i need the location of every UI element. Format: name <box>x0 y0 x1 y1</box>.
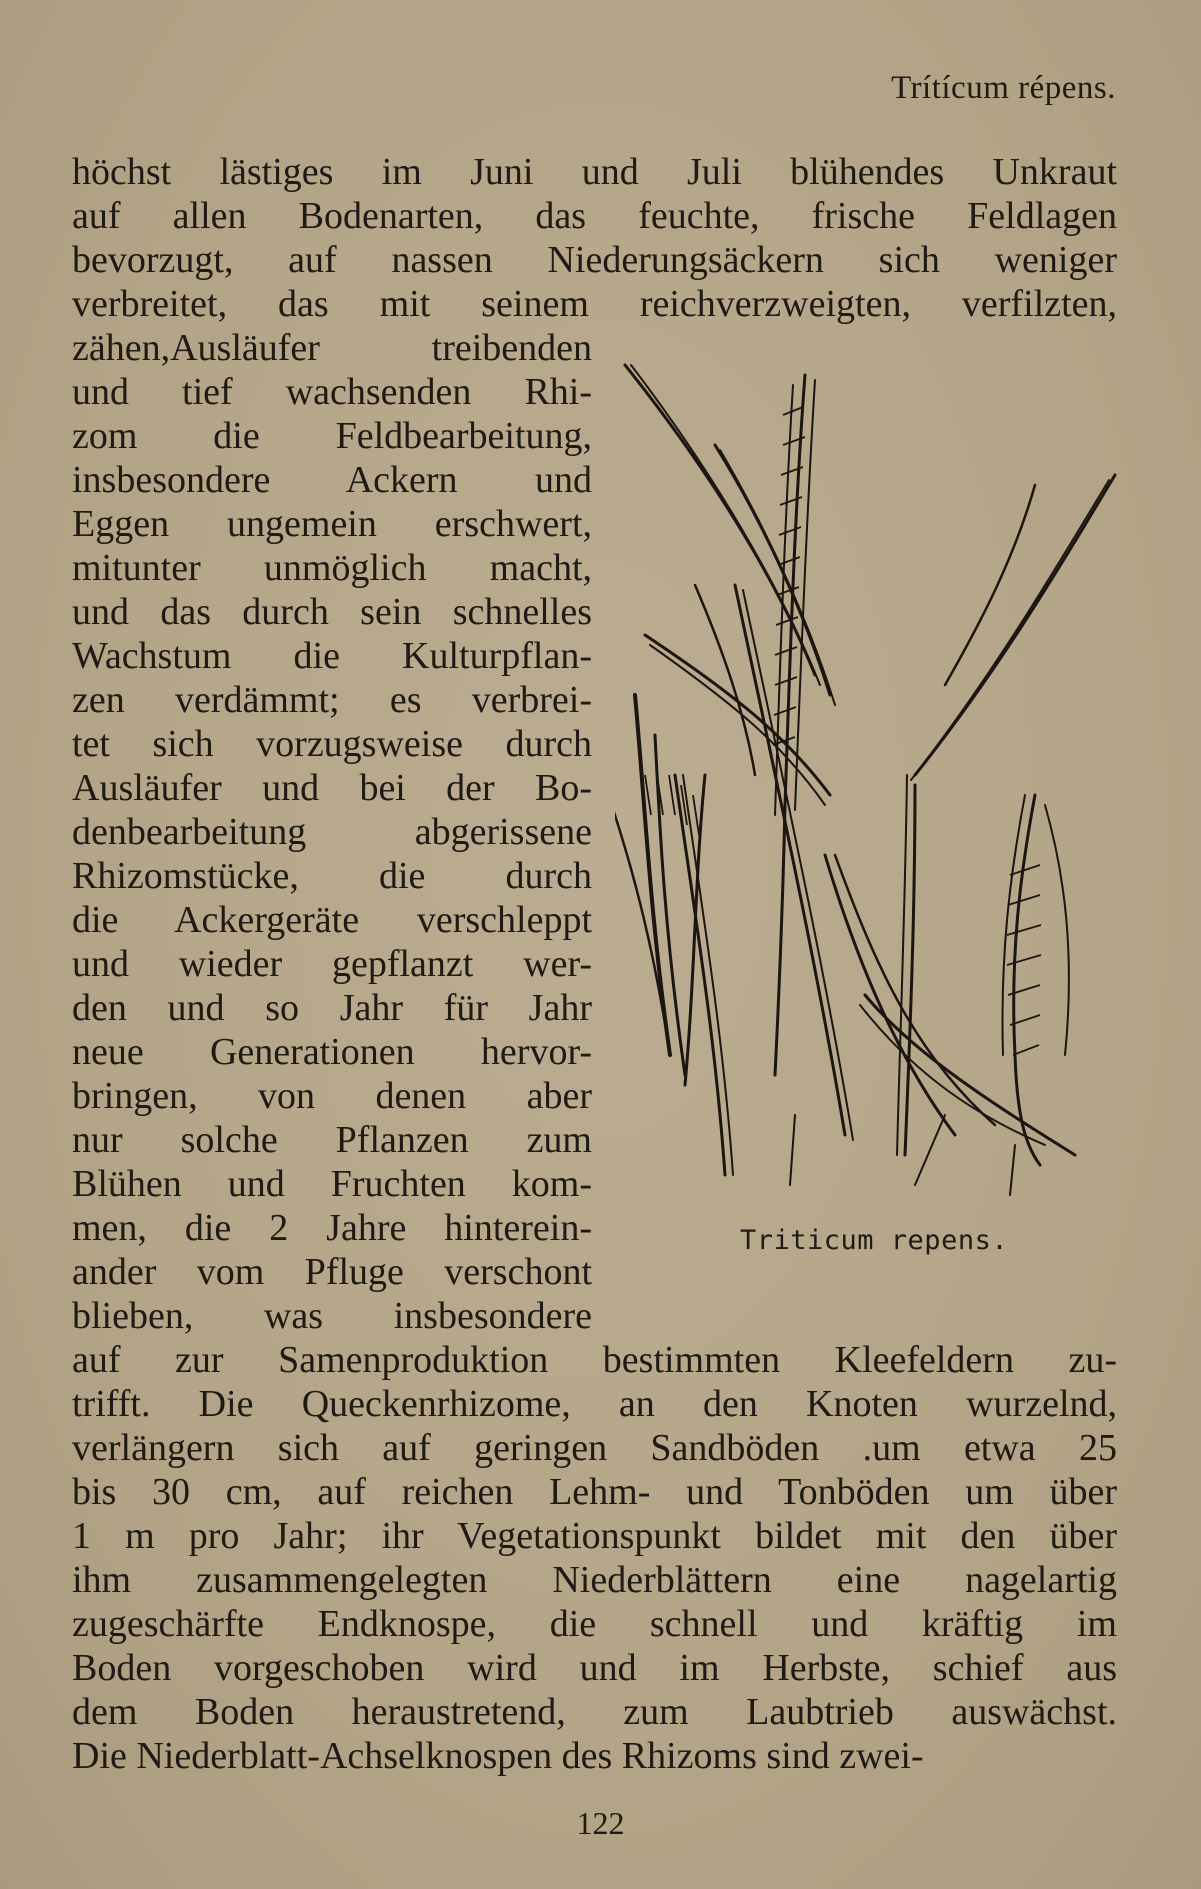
running-head: Trítícum répens. <box>891 70 1116 106</box>
text-line: auf allen Bodenarten, das feuchte, frische Feldlagen <box>72 195 1117 237</box>
text-line: tet sich vorzugsweise durch <box>72 723 592 765</box>
text-line: Rhizomstücke, die durch <box>72 855 592 897</box>
text-line: und tief wachsenden Rhi- <box>72 371 592 413</box>
text-line: Blühen und Fruchten kom- <box>72 1163 592 1205</box>
text-line: zähen,Ausläufer treibenden <box>72 327 592 369</box>
text-line: zom die Feldbearbeitung, <box>72 415 592 457</box>
text-line: blieben, was insbesondere <box>72 1295 592 1337</box>
text-line: Eggen ungemein erschwert, <box>72 503 592 545</box>
text-line: ander vom Pfluge verschont <box>72 1251 592 1293</box>
text-line: ihm zusammengelegten Niederblättern eine nagelartig <box>72 1559 1117 1601</box>
figure-caption: Triticum repens. <box>740 1225 1009 1256</box>
text-line: bevorzugt, auf nassen Niederungsäckern sich weniger <box>72 239 1117 281</box>
text-line: bringen, von denen aber <box>72 1075 592 1117</box>
text-line: Wachstum die Kulturpflan- <box>72 635 592 677</box>
page-number: 122 <box>576 1805 625 1841</box>
text-line: zen verdämmt; es verbrei- <box>72 679 592 721</box>
text-line: men, die 2 Jahre hinterein- <box>72 1207 592 1249</box>
text-line: zugeschärfte Endknospe, die schnell und kräftig im <box>72 1603 1117 1645</box>
text-line: mitunter unmöglich macht, <box>72 547 592 589</box>
text-line: und wieder gepflanzt wer- <box>72 943 592 985</box>
text-line: insbesondere Ackern und <box>72 459 592 501</box>
text-line: trifft. Die Queckenrhizome, an den Knoten wurzelnd, <box>72 1383 1117 1425</box>
text-line: verlängern sich auf geringen Sandböden .um etwa 25 <box>72 1427 1117 1469</box>
grass-plant-illustration-icon <box>615 355 1120 1215</box>
text-line: 1 m pro Jahr; ihr Vegetationspunkt bildet mit den über <box>72 1515 1117 1557</box>
text-line: auf zur Samenproduktion bestimmten Kleefeldern zu- <box>72 1339 1117 1381</box>
text-line: den und so Jahr für Jahr <box>72 987 592 1029</box>
text-line: die Ackergeräte verschleppt <box>72 899 592 941</box>
text-line: verbreitet, das mit seinem reichverzweigten, verfilzten, <box>72 283 1117 325</box>
text-line: denbearbeitung abgerissene <box>72 811 592 853</box>
text-line: bis 30 cm, auf reichen Lehm- und Tonböden um über <box>72 1471 1117 1513</box>
text-line: Ausläufer und bei der Bo- <box>72 767 592 809</box>
text-line: Boden vorgeschoben wird und im Herbste, schief aus <box>72 1647 1117 1689</box>
text-line: Die Niederblatt-Achselknospen des Rhizoms sind zwei- <box>72 1735 924 1777</box>
text-line: dem Boden heraustretend, zum Laubtrieb auswächst. <box>72 1691 1117 1733</box>
text-line: höchst lästiges im Juni und Juli blühendes Unkraut <box>72 151 1117 193</box>
text-line: neue Generationen hervor- <box>72 1031 592 1073</box>
text-line: nur solche Pflanzen zum <box>72 1119 592 1161</box>
text-line: und das durch sein schnelles <box>72 591 592 633</box>
